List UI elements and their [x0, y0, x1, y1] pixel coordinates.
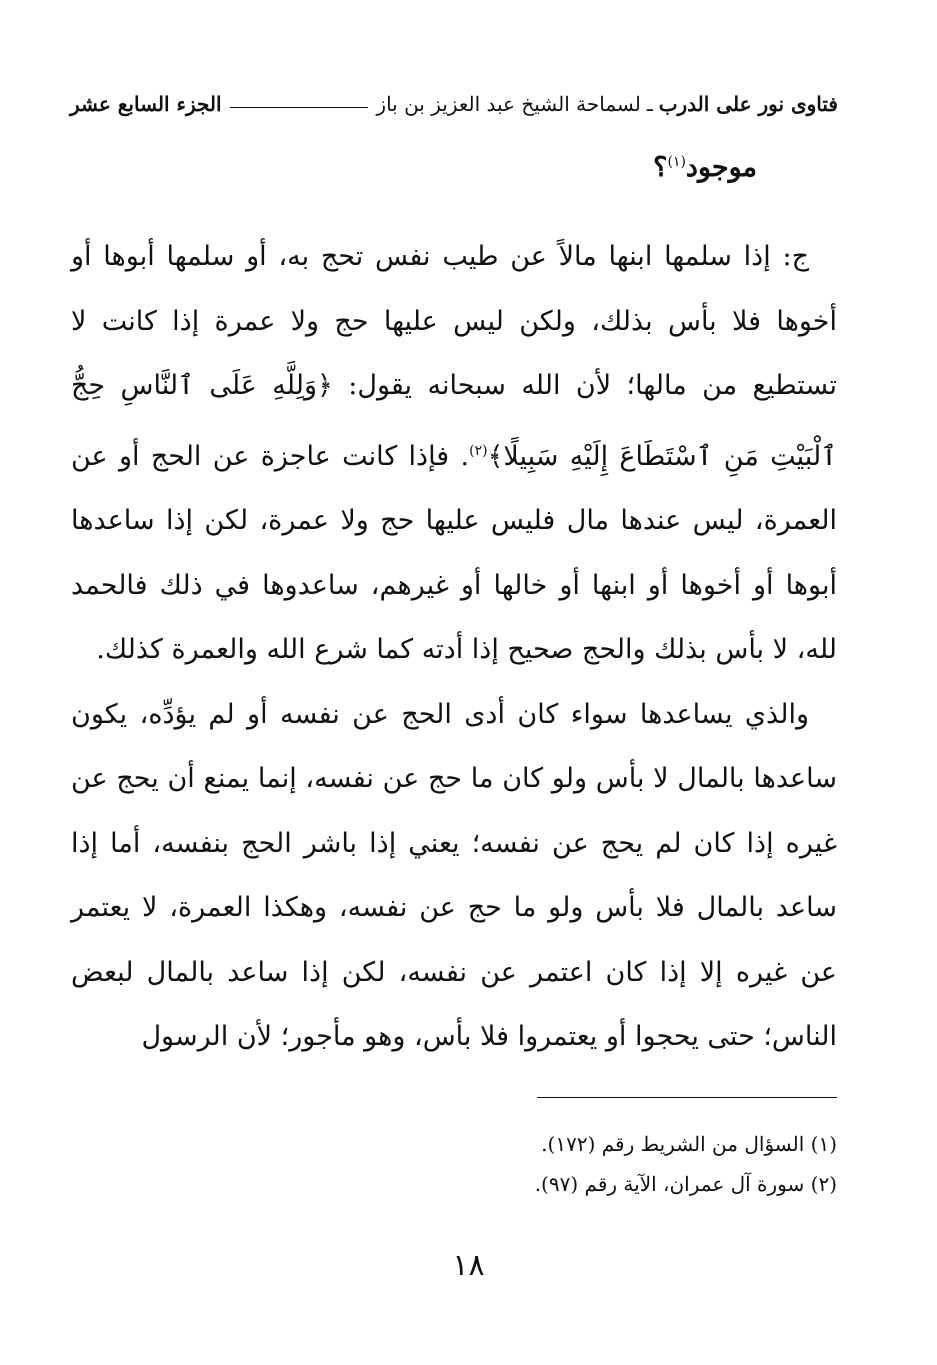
- author-name: لسماحة الشيخ عبد العزيز بن باز: [376, 92, 641, 116]
- footnote-1: (١) السؤال من الشريط رقم (١٧٢).: [541, 1132, 837, 1156]
- page-number: ١٨: [452, 1248, 485, 1283]
- footnote-mark-1: (١): [667, 154, 686, 170]
- footnote-2: (٢) سورة آل عمران، الآية رقم (٩٧).: [534, 1172, 837, 1196]
- paragraph-1-part-b: . فإذا كانت عاجزة عن الحج أو عن العمرة، ليس عندها مال فليس عليها حج ولا عمرة، لكن إذا ساعدها أبوها أو أخوها أو ابنها أو خالها أو غيرهم، ساعدوها في ذلك فالحمد لله، لا بأس بذلك والحج صحيح إذا أدته كما شرع الله والعمرة كذلك.: [71, 440, 837, 665]
- question-word: موجود: [685, 152, 757, 183]
- book-title: فتاوى نور على الدرب: [658, 92, 838, 116]
- answer-body: [71, 225, 837, 1070]
- quran-verse: ﴿وَلِلَّهِ عَلَى ٱلنَّاسِ حِجُّ ٱلْبَيْتِ مَنِ ٱسْتَطَاعَ إِلَيْهِ سَبِيلًا﴾: [71, 370, 837, 472]
- header-separator: ـ: [646, 92, 653, 116]
- footnotes: [71, 1124, 837, 1204]
- question-mark: ؟: [653, 152, 668, 183]
- question-text: [653, 152, 757, 183]
- paragraph-1-part-a: ج: إذا سلمها ابنها مالاً عن طيب نفس تحج به، أو سلمها أبوها أو أخوها فلا بأس بذلك، ولكن ليس عليها حج ولا عمرة إذا كانت لا تستطيع من مالها؛ لأن الله سبحانه يقول:: [71, 241, 837, 401]
- paragraph-1: [71, 225, 837, 683]
- running-header: [70, 86, 838, 122]
- header-rule: [230, 107, 369, 108]
- part-label: الجزء السابع عشر: [70, 92, 222, 116]
- paragraph-2: والذي يساعدها سواء كان أدى الحج عن نفسه أو لم يؤدِّه، يكون ساعدها بالمال لا بأس ولو كان ما حج عن نفسه، إنما يمنع أن يحج عن غيره إذا كان لم يحج عن نفسه؛ يعني إذا باشر الحج بنفسه، أما إذا ساعد بالمال فلا بأس ولو ما حج عن نفسه، وهكذا العمرة، لا يعتمر عن غيره إلا إذا كان اعتمر عن نفسه، لكن إذا ساعد بالمال لبعض الناس؛ حتى يحجوا أو يعتمروا فلا بأس، وهو مأجور؛ لأن الرسول: [71, 698, 837, 1052]
- footnote-divider: [537, 1097, 837, 1098]
- footnote-mark-2: (٢): [469, 442, 488, 459]
